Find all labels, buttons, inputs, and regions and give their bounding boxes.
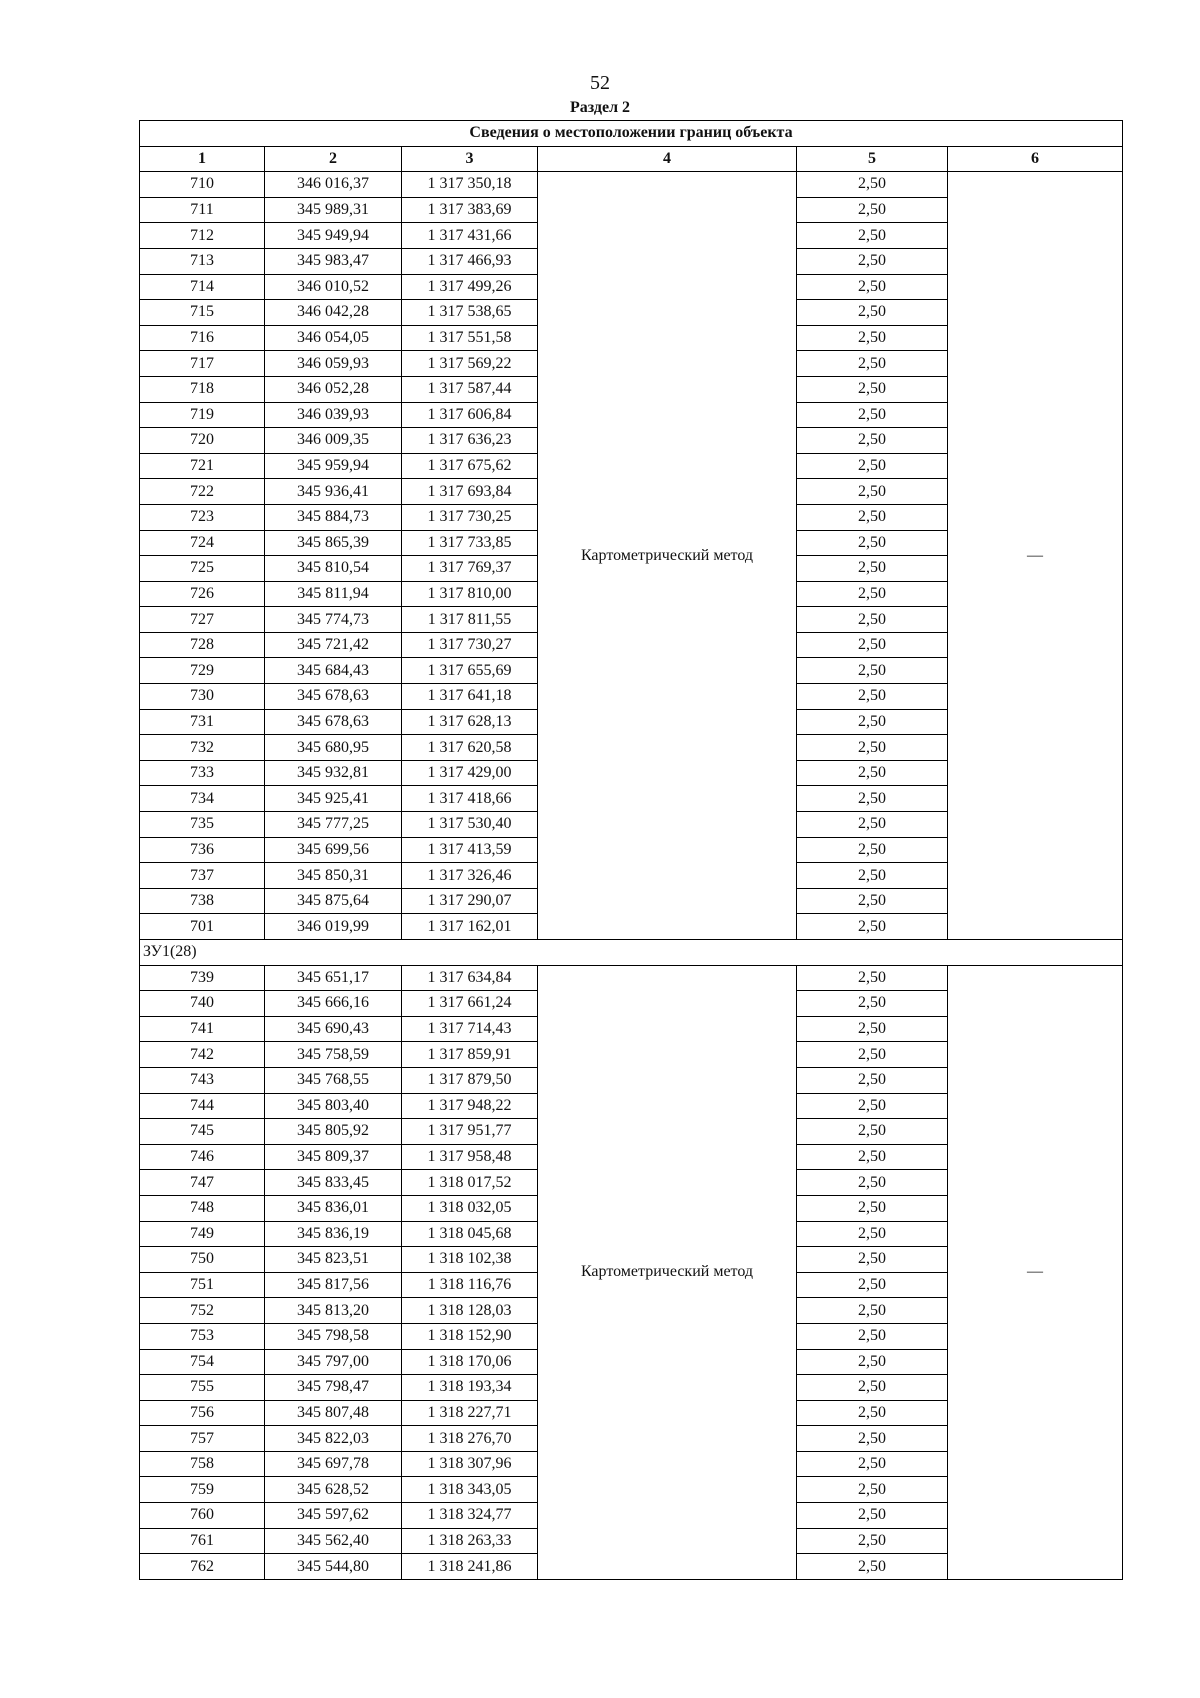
y-coordinate-cell: 1 317 948,22	[402, 1093, 538, 1119]
accuracy-cell: 2,50	[797, 428, 948, 454]
point-number-cell: 724	[140, 530, 265, 556]
x-coordinate-cell: 345 690,43	[265, 1016, 402, 1042]
point-number-cell: 732	[140, 735, 265, 761]
column-header: 4	[538, 146, 797, 172]
accuracy-cell: 2,50	[797, 479, 948, 505]
table-title: Сведения о местоположении границ объекта	[140, 121, 1123, 147]
accuracy-cell: 2,50	[797, 1477, 948, 1503]
y-coordinate-cell: 1 318 116,76	[402, 1272, 538, 1298]
y-coordinate-cell: 1 317 636,23	[402, 428, 538, 454]
point-number-cell: 716	[140, 325, 265, 351]
y-coordinate-cell: 1 317 290,07	[402, 888, 538, 914]
accuracy-cell: 2,50	[797, 1067, 948, 1093]
table-title-row	[140, 121, 1123, 147]
y-coordinate-cell: 1 317 620,58	[402, 735, 538, 761]
point-number-cell: 722	[140, 479, 265, 505]
column-header: 3	[402, 146, 538, 172]
y-coordinate-cell: 1 318 017,52	[402, 1170, 538, 1196]
accuracy-cell: 2,50	[797, 1503, 948, 1529]
accuracy-cell: 2,50	[797, 684, 948, 710]
accuracy-cell: 2,50	[797, 1400, 948, 1426]
point-number-cell: 715	[140, 300, 265, 326]
y-coordinate-cell: 1 318 032,05	[402, 1195, 538, 1221]
accuracy-cell: 2,50	[797, 1298, 948, 1324]
accuracy-cell: 2,50	[797, 530, 948, 556]
x-coordinate-cell: 345 768,55	[265, 1067, 402, 1093]
column-header: 2	[265, 146, 402, 172]
x-coordinate-cell: 346 009,35	[265, 428, 402, 454]
x-coordinate-cell: 346 042,28	[265, 300, 402, 326]
accuracy-cell: 2,50	[797, 837, 948, 863]
column-header: 6	[948, 146, 1123, 172]
accuracy-cell: 2,50	[797, 888, 948, 914]
x-coordinate-cell: 345 836,19	[265, 1221, 402, 1247]
point-number-cell: 757	[140, 1426, 265, 1452]
x-coordinate-cell: 345 678,63	[265, 709, 402, 735]
x-coordinate-cell: 345 836,01	[265, 1195, 402, 1221]
x-coordinate-cell: 345 544,80	[265, 1554, 402, 1580]
y-coordinate-cell: 1 318 307,96	[402, 1451, 538, 1477]
y-coordinate-cell: 1 317 859,91	[402, 1042, 538, 1068]
y-coordinate-cell: 1 317 730,27	[402, 632, 538, 658]
point-number-cell: 758	[140, 1451, 265, 1477]
point-number-cell: 717	[140, 351, 265, 377]
x-coordinate-cell: 346 039,93	[265, 402, 402, 428]
y-coordinate-cell: 1 318 241,86	[402, 1554, 538, 1580]
y-coordinate-cell: 1 317 350,18	[402, 172, 538, 198]
point-number-cell: 714	[140, 274, 265, 300]
x-coordinate-cell: 345 797,00	[265, 1349, 402, 1375]
accuracy-cell: 2,50	[797, 581, 948, 607]
x-coordinate-cell: 345 758,59	[265, 1042, 402, 1068]
accuracy-cell: 2,50	[797, 1144, 948, 1170]
accuracy-cell: 2,50	[797, 991, 948, 1017]
y-coordinate-cell: 1 317 714,43	[402, 1016, 538, 1042]
table-row	[140, 172, 1123, 198]
y-coordinate-cell: 1 317 675,62	[402, 453, 538, 479]
x-coordinate-cell: 345 680,95	[265, 735, 402, 761]
y-coordinate-cell: 1 317 413,59	[402, 837, 538, 863]
x-coordinate-cell: 346 016,37	[265, 172, 402, 198]
x-coordinate-cell: 345 666,16	[265, 991, 402, 1017]
group-label-row	[140, 940, 1123, 966]
column-header: 1	[140, 146, 265, 172]
y-coordinate-cell: 1 318 193,34	[402, 1375, 538, 1401]
y-coordinate-cell: 1 318 045,68	[402, 1221, 538, 1247]
point-number-cell: 736	[140, 837, 265, 863]
point-number-cell: 733	[140, 760, 265, 786]
point-number-cell: 712	[140, 223, 265, 249]
point-number-cell: 738	[140, 888, 265, 914]
point-number-cell: 743	[140, 1067, 265, 1093]
point-number-cell: 726	[140, 581, 265, 607]
accuracy-cell: 2,50	[797, 376, 948, 402]
x-coordinate-cell: 345 949,94	[265, 223, 402, 249]
point-number-cell: 737	[140, 863, 265, 889]
accuracy-cell: 2,50	[797, 1093, 948, 1119]
accuracy-cell: 2,50	[797, 632, 948, 658]
point-number-cell: 719	[140, 402, 265, 428]
x-coordinate-cell: 346 059,93	[265, 351, 402, 377]
x-coordinate-cell: 345 833,45	[265, 1170, 402, 1196]
point-number-cell: 723	[140, 504, 265, 530]
accuracy-cell: 2,50	[797, 223, 948, 249]
point-number-cell: 748	[140, 1195, 265, 1221]
accuracy-cell: 2,50	[797, 1272, 948, 1298]
y-coordinate-cell: 1 317 569,22	[402, 351, 538, 377]
accuracy-cell: 2,50	[797, 735, 948, 761]
y-coordinate-cell: 1 318 343,05	[402, 1477, 538, 1503]
accuracy-cell: 2,50	[797, 1528, 948, 1554]
y-coordinate-cell: 1 318 227,71	[402, 1400, 538, 1426]
x-coordinate-cell: 345 810,54	[265, 556, 402, 582]
point-number-cell: 746	[140, 1144, 265, 1170]
accuracy-cell: 2,50	[797, 607, 948, 633]
x-coordinate-cell: 345 817,56	[265, 1272, 402, 1298]
table-row	[140, 965, 1123, 991]
point-number-cell: 730	[140, 684, 265, 710]
point-number-cell: 718	[140, 376, 265, 402]
accuracy-cell: 2,50	[797, 1221, 948, 1247]
point-number-cell: 754	[140, 1349, 265, 1375]
y-coordinate-cell: 1 317 551,58	[402, 325, 538, 351]
table-header-row	[140, 146, 1123, 172]
point-number-cell: 721	[140, 453, 265, 479]
point-number-cell: 759	[140, 1477, 265, 1503]
y-coordinate-cell: 1 317 769,37	[402, 556, 538, 582]
y-coordinate-cell: 1 317 951,77	[402, 1119, 538, 1145]
method-cell: Картометрический метод	[538, 965, 797, 1579]
point-number-cell: 749	[140, 1221, 265, 1247]
point-number-cell: 734	[140, 786, 265, 812]
x-coordinate-cell: 345 823,51	[265, 1247, 402, 1273]
point-number-cell: 710	[140, 172, 265, 198]
x-coordinate-cell: 345 628,52	[265, 1477, 402, 1503]
section-title: Раздел 2	[569, 99, 631, 116]
accuracy-cell: 2,50	[797, 1119, 948, 1145]
group-label: ЗУ1(28)	[140, 940, 1123, 966]
y-coordinate-cell: 1 318 152,90	[402, 1323, 538, 1349]
accuracy-cell: 2,50	[797, 172, 948, 198]
accuracy-cell: 2,50	[797, 1426, 948, 1452]
accuracy-cell: 2,50	[797, 965, 948, 991]
point-number-cell: 713	[140, 248, 265, 274]
accuracy-cell: 2,50	[797, 1247, 948, 1273]
y-coordinate-cell: 1 317 383,69	[402, 197, 538, 223]
y-coordinate-cell: 1 317 879,50	[402, 1067, 538, 1093]
point-number-cell: 729	[140, 658, 265, 684]
point-number-cell: 744	[140, 1093, 265, 1119]
point-number-cell: 751	[140, 1272, 265, 1298]
x-coordinate-cell: 345 805,92	[265, 1119, 402, 1145]
accuracy-cell: 2,50	[797, 812, 948, 838]
y-coordinate-cell: 1 318 128,03	[402, 1298, 538, 1324]
x-coordinate-cell: 345 597,62	[265, 1503, 402, 1529]
x-coordinate-cell: 345 774,73	[265, 607, 402, 633]
accuracy-cell: 2,50	[797, 1323, 948, 1349]
point-number-cell: 756	[140, 1400, 265, 1426]
accuracy-cell: 2,50	[797, 504, 948, 530]
y-coordinate-cell: 1 318 170,06	[402, 1349, 538, 1375]
y-coordinate-cell: 1 317 530,40	[402, 812, 538, 838]
point-number-cell: 711	[140, 197, 265, 223]
x-coordinate-cell: 346 052,28	[265, 376, 402, 402]
x-coordinate-cell: 345 803,40	[265, 1093, 402, 1119]
point-number-cell: 755	[140, 1375, 265, 1401]
point-number-cell: 750	[140, 1247, 265, 1273]
table-body	[140, 172, 1123, 1580]
y-coordinate-cell: 1 317 811,55	[402, 607, 538, 633]
page-number: 52	[590, 72, 610, 94]
y-coordinate-cell: 1 317 162,01	[402, 914, 538, 940]
x-coordinate-cell: 346 010,52	[265, 274, 402, 300]
column6-cell: —	[948, 172, 1123, 940]
x-coordinate-cell: 345 721,42	[265, 632, 402, 658]
accuracy-cell: 2,50	[797, 1451, 948, 1477]
accuracy-cell: 2,50	[797, 351, 948, 377]
accuracy-cell: 2,50	[797, 556, 948, 582]
point-number-cell: 745	[140, 1119, 265, 1145]
y-coordinate-cell: 1 318 324,77	[402, 1503, 538, 1529]
accuracy-cell: 2,50	[797, 658, 948, 684]
accuracy-cell: 2,50	[797, 1170, 948, 1196]
y-coordinate-cell: 1 317 693,84	[402, 479, 538, 505]
x-coordinate-cell: 345 989,31	[265, 197, 402, 223]
point-number-cell: 725	[140, 556, 265, 582]
x-coordinate-cell: 345 678,63	[265, 684, 402, 710]
x-coordinate-cell: 345 807,48	[265, 1400, 402, 1426]
accuracy-cell: 2,50	[797, 453, 948, 479]
point-number-cell: 735	[140, 812, 265, 838]
x-coordinate-cell: 345 809,37	[265, 1144, 402, 1170]
point-number-cell: 742	[140, 1042, 265, 1068]
column6-cell: —	[948, 965, 1123, 1579]
boundary-table	[139, 120, 1123, 1580]
accuracy-cell: 2,50	[797, 1349, 948, 1375]
x-coordinate-cell: 345 562,40	[265, 1528, 402, 1554]
x-coordinate-cell: 345 932,81	[265, 760, 402, 786]
x-coordinate-cell: 345 813,20	[265, 1298, 402, 1324]
point-number-cell: 731	[140, 709, 265, 735]
x-coordinate-cell: 345 699,56	[265, 837, 402, 863]
x-coordinate-cell: 345 822,03	[265, 1426, 402, 1452]
x-coordinate-cell: 345 777,25	[265, 812, 402, 838]
point-number-cell: 701	[140, 914, 265, 940]
point-number-cell: 752	[140, 1298, 265, 1324]
y-coordinate-cell: 1 317 628,13	[402, 709, 538, 735]
x-coordinate-cell: 345 811,94	[265, 581, 402, 607]
accuracy-cell: 2,50	[797, 786, 948, 812]
accuracy-cell: 2,50	[797, 402, 948, 428]
y-coordinate-cell: 1 317 606,84	[402, 402, 538, 428]
method-cell: Картометрический метод	[538, 172, 797, 940]
accuracy-cell: 2,50	[797, 1042, 948, 1068]
accuracy-cell: 2,50	[797, 863, 948, 889]
x-coordinate-cell: 345 697,78	[265, 1451, 402, 1477]
accuracy-cell: 2,50	[797, 300, 948, 326]
accuracy-cell: 2,50	[797, 914, 948, 940]
column-header: 5	[797, 146, 948, 172]
accuracy-cell: 2,50	[797, 248, 948, 274]
y-coordinate-cell: 1 317 538,65	[402, 300, 538, 326]
y-coordinate-cell: 1 317 641,18	[402, 684, 538, 710]
y-coordinate-cell: 1 318 102,38	[402, 1247, 538, 1273]
y-coordinate-cell: 1 317 431,66	[402, 223, 538, 249]
accuracy-cell: 2,50	[797, 1195, 948, 1221]
accuracy-cell: 2,50	[797, 1016, 948, 1042]
point-number-cell: 753	[140, 1323, 265, 1349]
x-coordinate-cell: 345 798,58	[265, 1323, 402, 1349]
y-coordinate-cell: 1 317 661,24	[402, 991, 538, 1017]
accuracy-cell: 2,50	[797, 1375, 948, 1401]
point-number-cell: 747	[140, 1170, 265, 1196]
y-coordinate-cell: 1 317 958,48	[402, 1144, 538, 1170]
y-coordinate-cell: 1 317 429,00	[402, 760, 538, 786]
point-number-cell: 740	[140, 991, 265, 1017]
point-number-cell: 760	[140, 1503, 265, 1529]
point-number-cell: 741	[140, 1016, 265, 1042]
y-coordinate-cell: 1 317 326,46	[402, 863, 538, 889]
y-coordinate-cell: 1 317 587,44	[402, 376, 538, 402]
x-coordinate-cell: 345 651,17	[265, 965, 402, 991]
point-number-cell: 761	[140, 1528, 265, 1554]
y-coordinate-cell: 1 317 730,25	[402, 504, 538, 530]
x-coordinate-cell: 346 054,05	[265, 325, 402, 351]
y-coordinate-cell: 1 317 634,84	[402, 965, 538, 991]
y-coordinate-cell: 1 317 466,93	[402, 248, 538, 274]
y-coordinate-cell: 1 317 418,66	[402, 786, 538, 812]
y-coordinate-cell: 1 318 276,70	[402, 1426, 538, 1452]
y-coordinate-cell: 1 318 263,33	[402, 1528, 538, 1554]
accuracy-cell: 2,50	[797, 709, 948, 735]
x-coordinate-cell: 345 850,31	[265, 863, 402, 889]
x-coordinate-cell: 345 959,94	[265, 453, 402, 479]
accuracy-cell: 2,50	[797, 1554, 948, 1580]
x-coordinate-cell: 345 925,41	[265, 786, 402, 812]
point-number-cell: 727	[140, 607, 265, 633]
x-coordinate-cell: 345 865,39	[265, 530, 402, 556]
y-coordinate-cell: 1 317 810,00	[402, 581, 538, 607]
point-number-cell: 739	[140, 965, 265, 991]
x-coordinate-cell: 345 936,41	[265, 479, 402, 505]
x-coordinate-cell: 346 019,99	[265, 914, 402, 940]
accuracy-cell: 2,50	[797, 760, 948, 786]
point-number-cell: 762	[140, 1554, 265, 1580]
x-coordinate-cell: 345 684,43	[265, 658, 402, 684]
x-coordinate-cell: 345 875,64	[265, 888, 402, 914]
x-coordinate-cell: 345 798,47	[265, 1375, 402, 1401]
accuracy-cell: 2,50	[797, 197, 948, 223]
x-coordinate-cell: 345 884,73	[265, 504, 402, 530]
y-coordinate-cell: 1 317 499,26	[402, 274, 538, 300]
point-number-cell: 728	[140, 632, 265, 658]
accuracy-cell: 2,50	[797, 325, 948, 351]
accuracy-cell: 2,50	[797, 274, 948, 300]
y-coordinate-cell: 1 317 655,69	[402, 658, 538, 684]
y-coordinate-cell: 1 317 733,85	[402, 530, 538, 556]
x-coordinate-cell: 345 983,47	[265, 248, 402, 274]
point-number-cell: 720	[140, 428, 265, 454]
